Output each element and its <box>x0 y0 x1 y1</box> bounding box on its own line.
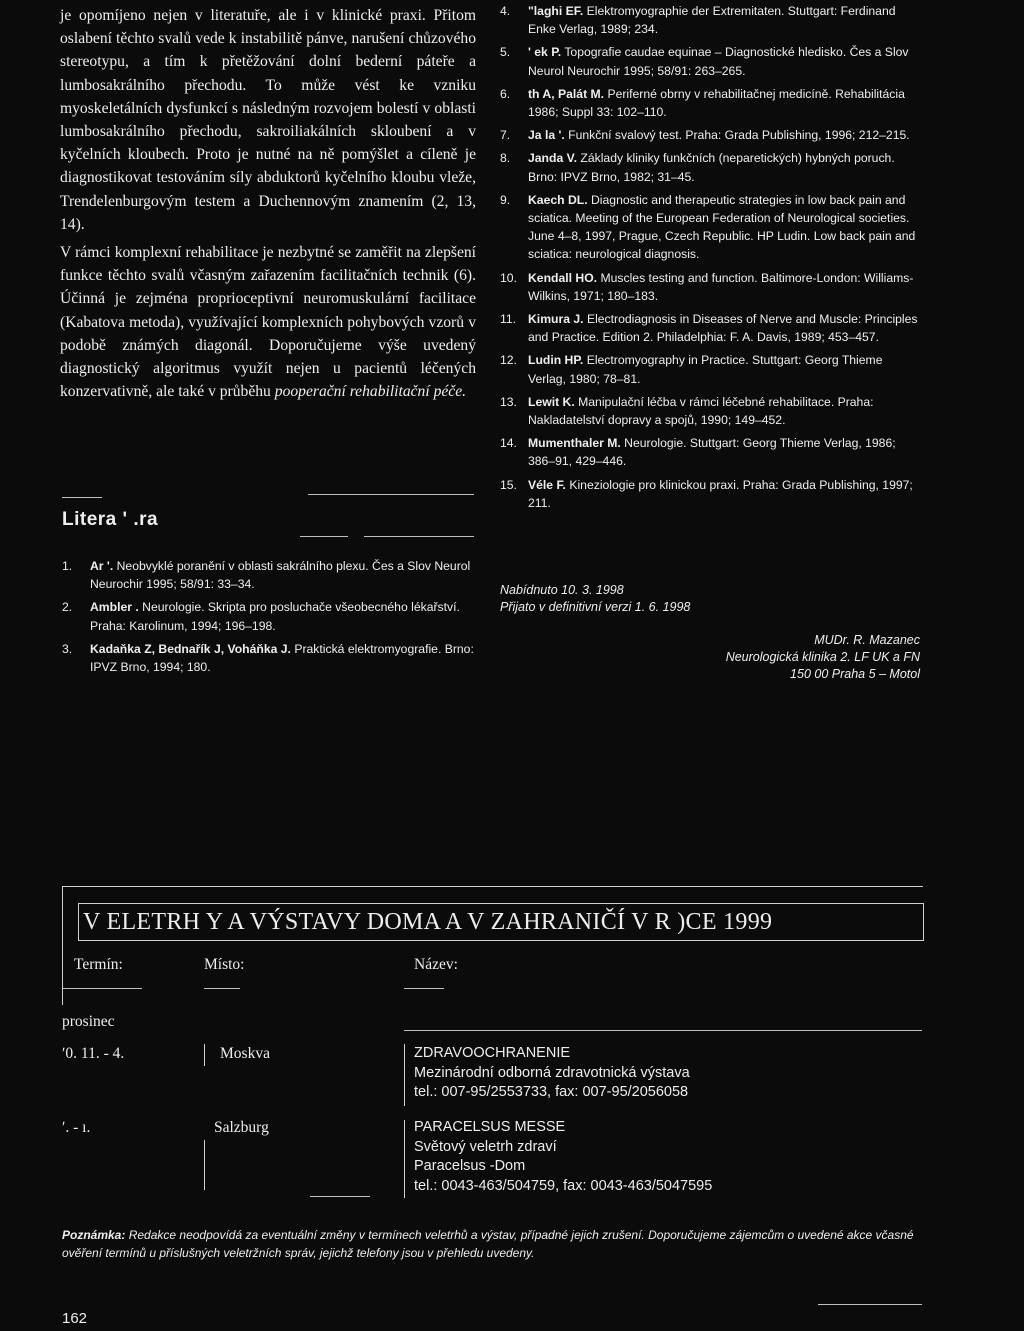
row-1-term: ʹ0. 11. - 4. <box>62 1045 125 1062</box>
reference-number: 4. <box>500 4 511 18</box>
reference-author: Véle F. <box>528 477 566 492</box>
reference-author: Mumenthaler M. <box>528 436 621 451</box>
reference-list-left <box>62 557 476 681</box>
reference-number: 5. <box>500 45 511 60</box>
reference-list-right <box>500 2 920 517</box>
received-date: Nabídnuto 10. 3. 1998 <box>500 583 624 597</box>
reference-number: 6. <box>500 86 511 101</box>
row-2-event-venue: Paracelsus -Dom <box>414 1158 526 1174</box>
author-postal-address: 150 00 Praha 5 – Motol <box>790 667 920 681</box>
reference-item <box>500 476 920 512</box>
reference-text: Topografie caudae equinae – Diagnostické hledisko. Čes a Slov Neurol Neurochir 1995; 58/91: 263–265. <box>528 45 909 78</box>
divider-line <box>404 988 444 989</box>
reference-item <box>62 598 476 634</box>
reference-text: Neurologie. Skripta pro posluchače všeobecného lékařství. Praha: Karolinum, 1994; 196–198. <box>90 600 460 633</box>
reference-text: Muscles testing and function. Baltimore-London: Williams-Wilkins, 1971; 180–183. <box>528 270 914 303</box>
reference-number: 3. <box>62 641 73 656</box>
reference-item <box>500 393 920 429</box>
reference-text: Electromyography in Practice. Stuttgart: Georg Thieme Verlag, 1980; 78–81. <box>528 353 883 386</box>
reference-item <box>500 191 920 264</box>
reference-number: 13. <box>500 394 517 409</box>
reference-text: Manipulační léčba v rámci léčebné rehabilitace. Praha: Nakladatelství dopravy a spojů, 1990; 149–452. <box>528 394 874 428</box>
reference-number: 7. <box>500 128 511 143</box>
row-1-event-contact: tel.: 007-95/2553733, fax: 007-95/2056058 <box>414 1084 689 1100</box>
author-department: Neurologická klinika 2. LF UK a FN <box>725 650 920 664</box>
row-2-term: ʹ. - ı. <box>62 1119 91 1136</box>
body-paragraph-1: je opomíjeno nejen v literatuře, ale i v klinické praxi. Přitom oslabení těchto svalů vede k instabilitě pánve, narušení chůzového stereotypu, a tím k přetěžování dolní bederní páteře a lumbosakrálního přechodu. To může vést ke vzniku myoskeletálních dysfunkcí s následným rozvojem bolestí v oblasti lumbosakrálního přechodu, sakroiliakálních skloubení a v kyčelních kloubech. Proto je nutné na ně pomýšlet a cíleně je diagnostikovat testováním síly abduktorů kyčelního kloubu vleže, Trendelenburgovým testem a Duchennovým znamením (2, 13, 14). <box>60 7 476 233</box>
row-2-event-desc: Světový veletrh zdraví <box>414 1138 557 1155</box>
row-1-event-desc: Mezinárodní odborná zdravotnická výstava <box>414 1064 690 1081</box>
row-2-event <box>414 1118 914 1196</box>
divider-line <box>204 1044 205 1066</box>
reference-author: Kadaňka Z, Bednařík J, Voháňka J. <box>90 641 291 656</box>
divider-line <box>404 1030 922 1031</box>
reference-author: Lewit K. <box>528 394 575 409</box>
reference-author: Kaech DL. <box>528 192 588 207</box>
reference-text: Základy kliniky funkčních (neparetických) hybných poruch. Brno: IPVZ Brno, 1982; 31–45. <box>528 151 895 184</box>
reference-number: 11. <box>500 312 517 327</box>
reference-item <box>500 43 920 79</box>
reference-number: 1. <box>62 559 73 573</box>
reference-item <box>500 351 920 387</box>
column-header-place: Místo: <box>204 956 245 973</box>
reference-author: th A, Palát M. <box>528 86 605 101</box>
reference-item <box>500 85 920 121</box>
row-2-place: Salzburg <box>214 1119 269 1136</box>
reference-author: Ja la ʹ. <box>528 128 565 143</box>
reference-author: Ludin HP. <box>528 353 584 368</box>
divider-line <box>364 536 474 537</box>
reference-number: 10. <box>500 270 517 285</box>
reference-text: Kineziologie pro klinickou praxi. Praha: Grada Publishing, 1997; 211. <box>528 477 913 510</box>
reference-item <box>500 126 920 144</box>
reference-item <box>500 310 920 346</box>
reference-author: Kendall HO. <box>528 270 598 285</box>
body-paragraph-2 <box>60 241 476 403</box>
author-address <box>640 632 920 683</box>
reference-item <box>500 149 920 185</box>
divider-line <box>62 497 102 498</box>
reference-text: Funkční svalový test. Praha: Grada Publishing, 1996; 212–215. <box>568 128 910 143</box>
reference-text: Periferné obrny v rehabilitačnej medicíně. Rehabilitácia 1986; Suppl 33: 102–110. <box>528 86 905 120</box>
article-body <box>60 4 476 403</box>
row-1-event <box>414 1044 914 1103</box>
body-paragraph-2-text: V rámci komplexní rehabilitace je nezbytné se zaměřit na zlepšení funkce těchto svalů včasným zařazením facilitačních technik (6). Účinná je zejména proprioceptivní neuromuskulární facilitace (Kabatova metoda), využívající komplexních pohybových vzorů v podobě známých diagonál. Doporučujeme výše uvedený diagnostický algoritmus využít nejen u pacientů léčených konzervativně, ale také v průběhu <box>60 244 476 401</box>
reference-text: Electrodiagnosis in Diseases of Nerve and Muscle: Principles and Practice. Edition 2. Philadelphia: F. A. Davis, 1989; 453–457. <box>528 312 918 345</box>
divider-line <box>404 1044 405 1106</box>
row-2-event-name: PARACELSUS MESSE <box>414 1119 566 1135</box>
reference-item <box>500 2 920 38</box>
editorial-note <box>62 1226 922 1262</box>
reference-author: ʹ ek P. <box>528 45 562 60</box>
reference-author: "laghi EF. <box>528 4 584 18</box>
reference-number: 8. <box>500 151 511 166</box>
row-1-event-name: ZDRAVOOCHRANENIE <box>414 1045 571 1061</box>
reference-number: 9. <box>500 192 511 207</box>
reference-author: Ambler . <box>90 600 139 615</box>
left-column <box>60 4 476 403</box>
divider-line <box>300 536 348 537</box>
reference-number: 15. <box>500 477 517 492</box>
divider-line <box>204 1140 205 1190</box>
column-header-term: Termín: <box>74 956 123 973</box>
page-number: 162 <box>62 1310 88 1327</box>
reference-text: Diagnostic and therapeutic strategies in low back pain and sciatica. Meeting of the European Federation of Neurological societies. June 4–8, 1997, Prague, Czech Republic. HP Ludin. Low back pain and sciatica: neurological diagnosis. <box>528 192 916 262</box>
trade-fair-title: V ELETRH Y A VÝSTAVY DOMA A V ZAHRANIČÍ V R )CE 1999 <box>78 903 924 941</box>
reference-number: 2. <box>62 600 73 615</box>
reference-author: Kimura J. <box>528 312 584 327</box>
row-2-event-contact: tel.: 0043-463/504759, fax: 0043-463/5047595 <box>414 1177 713 1194</box>
column-header-name: Název: <box>414 956 458 973</box>
reference-text: Neurologie. Stuttgart: Georg Thieme Verlag, 1986; 386–91, 429–446. <box>528 436 896 469</box>
reference-author: Ar ʹ. <box>90 559 114 573</box>
reference-text: Praktická elektromyografie. Brno: IPVZ Brno, 1994; 180. <box>90 641 474 675</box>
divider-line <box>310 1196 370 1197</box>
month-label: prosinec <box>62 1013 115 1030</box>
reference-number: 14. <box>500 436 517 451</box>
author-name: MUDr. R. Mazanec <box>814 633 920 647</box>
reference-item <box>500 269 920 305</box>
divider-line <box>404 1120 405 1198</box>
reference-text: Elektromyographie der Extremitaten. Stuttgart: Ferdinand Enke Verlag, 1989; 234. <box>528 4 896 37</box>
reference-text: Neobvyklé poranění v oblasti sakrálního plexu. Čes a Slov Neurol Neurochir 1995; 58/91: 33–34. <box>90 559 471 592</box>
divider-line <box>204 988 240 989</box>
submission-dates <box>500 582 920 616</box>
divider-line <box>818 1304 922 1305</box>
note-text: Redakce neodpovídá za eventuální změny v termínech veletrhů a výstav, případné jejich zrušení. Doporučujeme zájemcům o uvedené akce včasné ověření termínů u příslušných veletržních správ, jejichž telefony jsou v přehledu uvedeny. <box>62 1228 914 1260</box>
reference-item <box>500 434 920 470</box>
row-1-place: Moskva <box>220 1045 270 1062</box>
divider-line <box>308 494 474 495</box>
body-paragraph-2-closing: pooperační rehabilitační péče. <box>274 383 467 401</box>
note-label: Poznámka: <box>62 1228 126 1242</box>
literature-heading: Litera ʹ .ra <box>62 509 159 530</box>
reference-item <box>62 640 476 676</box>
reference-item <box>62 557 476 593</box>
reference-number: 12. <box>500 353 517 368</box>
divider-line <box>62 988 142 989</box>
reference-author: Janda V. <box>528 151 578 166</box>
accepted-date: Přijato v definitivní verzi 1. 6. 1998 <box>500 600 691 614</box>
